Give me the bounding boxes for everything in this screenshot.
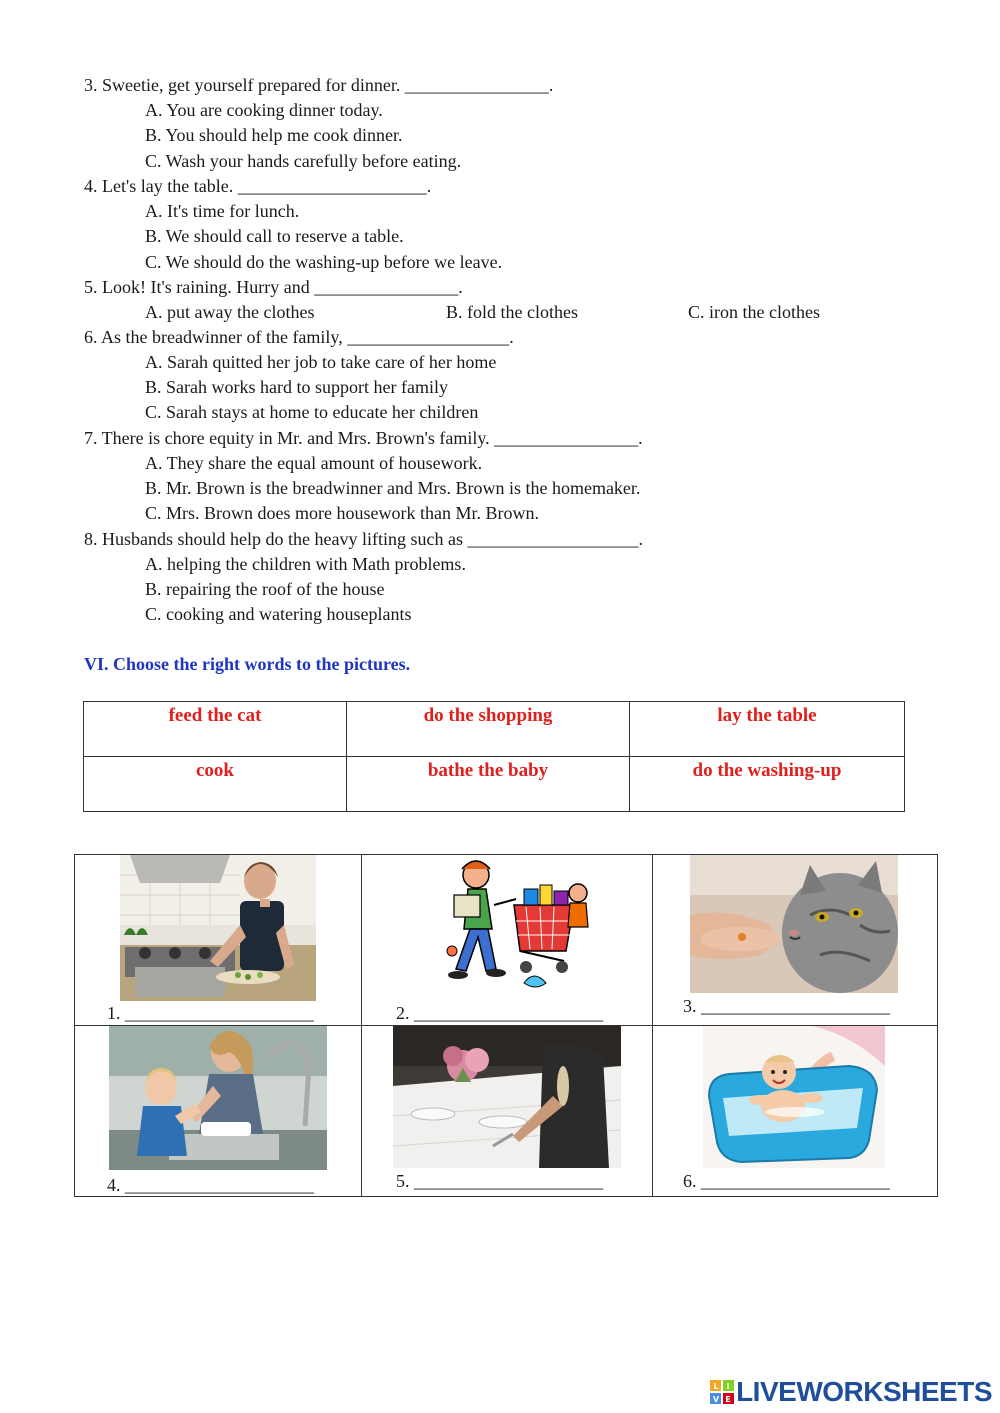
section-title: VI. Choose the right words to the pictures. xyxy=(84,654,411,674)
answer-blank-5[interactable]: 5. _____________________ xyxy=(396,1171,603,1191)
word-bank-item: feed the cat xyxy=(84,702,347,757)
option-4c[interactable]: C. We should do the washing-up before we leave. xyxy=(145,252,503,272)
svg-text:L: L xyxy=(713,1382,719,1391)
option-8b[interactable]: B. repairing the roof of the house xyxy=(145,579,385,599)
picture-table xyxy=(74,854,938,1197)
option-5a[interactable]: A. put away the clothes xyxy=(145,302,315,322)
option-3b[interactable]: B. You should help me cook dinner. xyxy=(145,125,403,145)
answer-blank-4[interactable]: 4. _____________________ xyxy=(107,1175,314,1195)
picture-cell-3 xyxy=(653,855,938,1026)
picture-cell-5 xyxy=(362,1026,653,1197)
cat-feeding-photo xyxy=(690,855,898,993)
question-3-stem: 3. Sweetie, get yourself prepared for dinner. ________________. xyxy=(84,75,554,95)
shopping-cartoon xyxy=(434,855,594,1003)
svg-text:I: I xyxy=(726,1382,730,1391)
word-bank-item: lay the table xyxy=(630,702,905,757)
svg-text:V: V xyxy=(712,1395,720,1404)
option-3c[interactable]: C. Wash your hands carefully before eating. xyxy=(145,151,462,171)
option-6a[interactable]: A. Sarah quitted her job to take care of her home xyxy=(145,352,497,372)
picture-cell-6 xyxy=(653,1026,938,1197)
picture-cell-2 xyxy=(362,855,653,1026)
answer-blank-1[interactable]: 1. _____________________ xyxy=(107,1003,314,1023)
answer-blank-2[interactable]: 2. _____________________ xyxy=(396,1003,603,1023)
option-4a[interactable]: A. It's time for lunch. xyxy=(145,201,300,221)
question-5-stem: 5. Look! It's raining. Hurry and ________________. xyxy=(84,277,463,297)
picture-cell-4 xyxy=(75,1026,362,1197)
liveworksheets-mark-icon xyxy=(710,1380,734,1404)
option-3a[interactable]: A. You are cooking dinner today. xyxy=(145,100,383,120)
option-7b[interactable]: B. Mr. Brown is the breadwinner and Mrs. Brown is the homemaker. xyxy=(145,478,641,498)
cooking-photo xyxy=(120,855,316,1001)
liveworksheets-logo[interactable] xyxy=(710,1377,992,1407)
option-4b[interactable]: B. We should call to reserve a table. xyxy=(145,226,404,246)
option-6c[interactable]: C. Sarah stays at home to educate her children xyxy=(145,402,479,422)
word-bank-item: do the shopping xyxy=(347,702,630,757)
logo-text: LIVEWORKSHEETS xyxy=(736,1376,992,1407)
option-5b[interactable]: B. fold the clothes xyxy=(446,302,578,322)
option-7c[interactable]: C. Mrs. Brown does more housework than Mr. Brown. xyxy=(145,503,539,523)
bathing-baby-photo xyxy=(703,1026,885,1168)
question-4-stem: 4. Let's lay the table. _____________________. xyxy=(84,176,432,196)
word-bank-table xyxy=(83,701,905,812)
answer-blank-6[interactable]: 6. _____________________ xyxy=(683,1171,890,1191)
picture-cell-1 xyxy=(75,855,362,1026)
option-8a[interactable]: A. helping the children with Math problems. xyxy=(145,554,466,574)
question-8-stem: 8. Husbands should help do the heavy lifting such as ___________________. xyxy=(84,529,643,549)
option-6b[interactable]: B. Sarah works hard to support her family xyxy=(145,377,448,397)
word-bank-item: cook xyxy=(84,757,347,812)
answer-blank-3[interactable]: 3. _____________________ xyxy=(683,996,890,1016)
washing-up-photo xyxy=(109,1026,327,1170)
option-7a[interactable]: A. They share the equal amount of housework. xyxy=(145,453,483,473)
option-8c[interactable]: C. cooking and watering houseplants xyxy=(145,604,412,624)
laying-table-photo xyxy=(393,1026,621,1168)
option-5c[interactable]: C. iron the clothes xyxy=(688,302,820,322)
svg-text:E: E xyxy=(725,1395,731,1404)
question-6-stem: 6. As the breadwinner of the family, __________________. xyxy=(84,327,514,347)
word-bank-item: bathe the baby xyxy=(347,757,630,812)
question-7-stem: 7. There is chore equity in Mr. and Mrs. Brown's family. ________________. xyxy=(84,428,643,448)
word-bank-item: do the washing-up xyxy=(630,757,905,812)
